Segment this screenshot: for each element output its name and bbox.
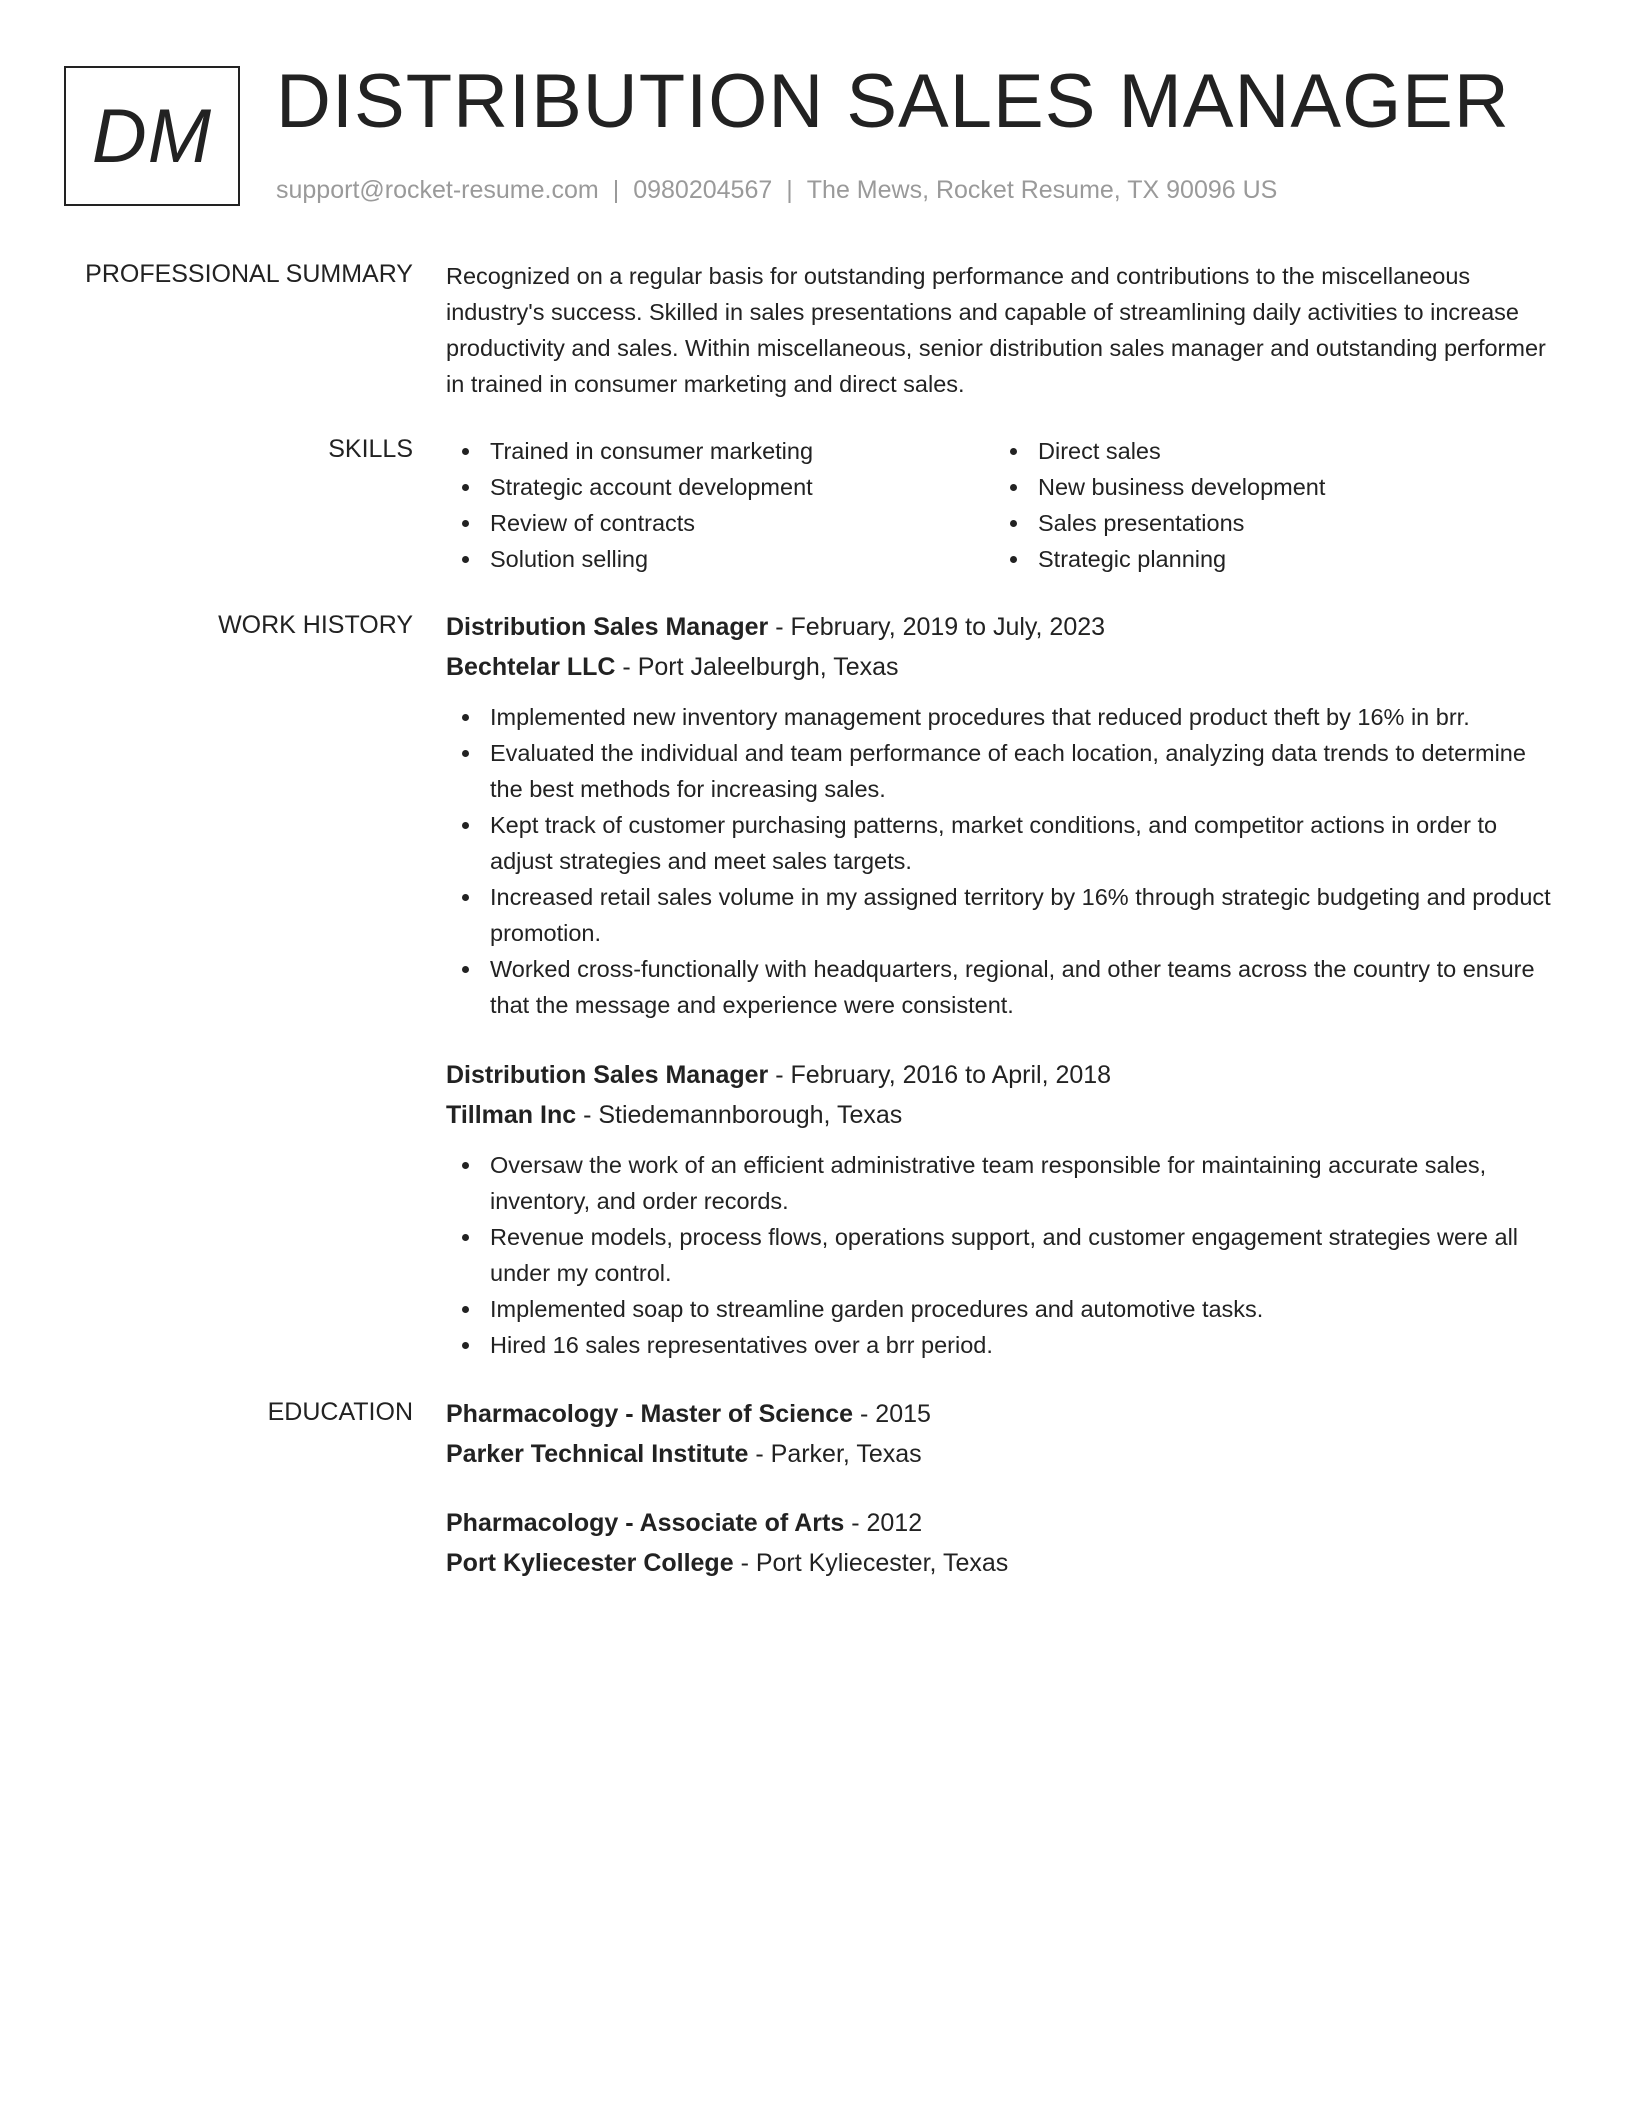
job-bullet: Oversaw the work of an efficient administrative team responsible for maintaining accurate sales, inventory, and order records. [446, 1147, 1556, 1219]
job-bullet: Evaluated the individual and team performance of each location, analyzing data trends to determine the best methods for increasing sales. [446, 735, 1556, 807]
job-bullet: Hired 16 sales representatives over a brr period. [446, 1327, 1556, 1363]
skills-list-left [446, 433, 994, 577]
degree-line [446, 1394, 1556, 1434]
skill-item: Trained in consumer marketing [446, 433, 994, 469]
skill-item: Strategic account development [446, 469, 994, 505]
school-name: Port Kyliecester College [446, 1549, 734, 1577]
school-name: Parker Technical Institute [446, 1440, 749, 1468]
company-name: Bechtelar LLC [446, 653, 616, 681]
school-location: - Port Kyliecester, Texas [733, 1549, 1009, 1577]
section-label-work: WORK HISTORY [218, 611, 413, 639]
job-entry [446, 1055, 1556, 1363]
contact-separator: | [612, 176, 620, 204]
school-line [446, 1434, 1556, 1474]
company-line [446, 647, 1556, 687]
degree-line [446, 1503, 1556, 1543]
education-entry [446, 1394, 1556, 1474]
contact-address: The Mews, Rocket Resume, TX 90096 US [806, 176, 1278, 204]
job-bullet: Revenue models, process flows, operations support, and customer engagement strategies were all under my control. [446, 1219, 1556, 1291]
summary-text: Recognized on a regular basis for outstanding performance and contributions to the miscellaneous industry's success. Skilled in sales presentations and capable of streamlining daily activities to increase productivity and sales. Within miscellaneous, senior distribution sales manager and outstanding performer in trained in consumer marketing and direct sales. [446, 263, 1546, 397]
skill-item: New business development [994, 469, 1542, 505]
job-dates: - February, 2016 to April, 2018 [768, 1061, 1112, 1089]
company-name: Tillman Inc [446, 1101, 577, 1129]
resume-title: DISTRIBUTION SALES MANAGER [276, 59, 1510, 144]
job-bullet: Kept track of customer purchasing patterns, market conditions, and competitor actions in order to adjust strategies and meet sales targets. [446, 807, 1556, 879]
job-bullet: Implemented new inventory management procedures that reduced product theft by 16% in brr. [446, 699, 1556, 735]
degree-name: Pharmacology - Master of Science [446, 1400, 854, 1428]
degree-year: - 2012 [844, 1509, 923, 1537]
skills-body [446, 433, 1556, 577]
job-title: Distribution Sales Manager [446, 613, 769, 641]
skills-columns [446, 433, 1556, 577]
contact-email: support@rocket-resume.com [276, 176, 599, 204]
skill-item: Solution selling [446, 541, 994, 577]
contact-phone: 0980204567 [633, 176, 773, 204]
degree-year: - 2015 [853, 1400, 931, 1428]
company-location: - Port Jaleelburgh, Texas [615, 653, 899, 681]
job-bullet: Implemented soap to streamline garden procedures and automotive tasks. [446, 1291, 1556, 1327]
monogram: DM [64, 66, 240, 206]
skill-item: Sales presentations [994, 505, 1542, 541]
company-location: - Stiedemannborough, Texas [576, 1101, 903, 1129]
job-title: Distribution Sales Manager [446, 1061, 769, 1089]
job-title-line [446, 607, 1556, 647]
company-line [446, 1095, 1556, 1135]
section-label-education: EDUCATION [267, 1398, 413, 1426]
school-location: - Parker, Texas [748, 1440, 922, 1468]
contact-separator: | [786, 176, 793, 204]
education-entry [446, 1503, 1556, 1583]
summary-body [446, 258, 1556, 402]
skills-list-right [994, 433, 1542, 577]
job-bullet-list [446, 699, 1556, 1023]
skill-item: Review of contracts [446, 505, 994, 541]
section-label-skills: SKILLS [328, 435, 413, 463]
job-bullet: Increased retail sales volume in my assigned territory by 16% through strategic budgeting and product promotion. [446, 879, 1556, 951]
section-label-summary: PROFESSIONAL SUMMARY [85, 260, 413, 288]
skill-item: Strategic planning [994, 541, 1542, 577]
job-title-line [446, 1055, 1556, 1095]
degree-name: Pharmacology - Associate of Arts [446, 1509, 845, 1537]
job-entry [446, 607, 1556, 1023]
contact-line [276, 174, 1277, 206]
job-dates: - February, 2019 to July, 2023 [768, 613, 1106, 641]
school-line [446, 1543, 1556, 1583]
skill-item: Direct sales [994, 433, 1542, 469]
job-bullet: Worked cross-functionally with headquarters, regional, and other teams across the country to ensure that the message and experience were consistent. [446, 951, 1556, 1023]
job-bullet-list [446, 1147, 1556, 1363]
